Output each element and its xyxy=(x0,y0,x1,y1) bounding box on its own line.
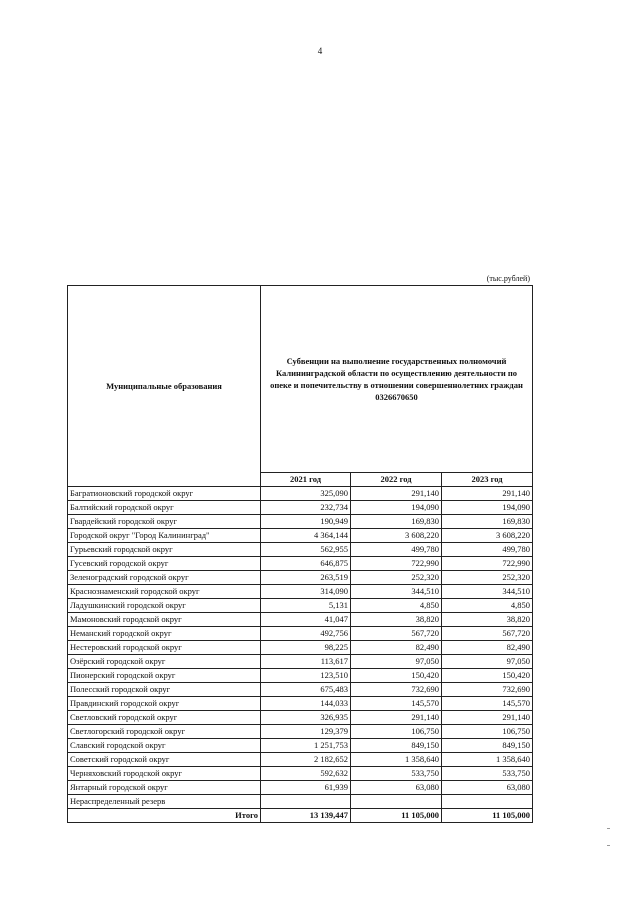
table-row xyxy=(68,753,533,767)
table-row xyxy=(68,795,533,809)
value-2022: 169,830 xyxy=(351,515,442,529)
table-row xyxy=(68,669,533,683)
value-2022: 291,140 xyxy=(351,711,442,725)
municipality-name: Гусевский городской округ xyxy=(68,557,261,571)
table-row xyxy=(68,599,533,613)
municipality-name: Нестеровский городской округ xyxy=(68,641,261,655)
value-2023: 722,990 xyxy=(442,557,533,571)
value-2022: 567,720 xyxy=(351,627,442,641)
table-row xyxy=(68,501,533,515)
municipality-name: Черняховский городской округ xyxy=(68,767,261,781)
table-row xyxy=(68,739,533,753)
municipality-name: Краснознаменский городской округ xyxy=(68,585,261,599)
table-row xyxy=(68,683,533,697)
value-2023 xyxy=(442,795,533,809)
value-2021: 232,734 xyxy=(261,501,351,515)
table-row xyxy=(68,543,533,557)
value-2023: 533,750 xyxy=(442,767,533,781)
subventions-table xyxy=(67,285,533,823)
table-row xyxy=(68,641,533,655)
total-2022: 11 105,000 xyxy=(351,809,442,823)
scan-mark xyxy=(607,828,610,829)
value-2021: 263,519 xyxy=(261,571,351,585)
scan-mark xyxy=(607,845,610,846)
table-row xyxy=(68,529,533,543)
value-2022: 252,320 xyxy=(351,571,442,585)
value-2021: 592,632 xyxy=(261,767,351,781)
year-header-2021: 2021 год xyxy=(261,473,351,487)
municipality-name: Нераспределенный резерв xyxy=(68,795,261,809)
table-row xyxy=(68,627,533,641)
value-2023: 732,690 xyxy=(442,683,533,697)
value-2021: 5,131 xyxy=(261,599,351,613)
table-row xyxy=(68,613,533,627)
value-2023: 252,320 xyxy=(442,571,533,585)
municipality-name: Озёрский городской округ xyxy=(68,655,261,669)
value-2021: 129,379 xyxy=(261,725,351,739)
municipality-name: Багратионовский городской округ xyxy=(68,487,261,501)
municipality-name: Мамоновский городской округ xyxy=(68,613,261,627)
table-row xyxy=(68,697,533,711)
value-2023: 499,780 xyxy=(442,543,533,557)
table-row xyxy=(68,571,533,585)
value-2023: 1 358,640 xyxy=(442,753,533,767)
municipality-name: Светловский городской округ xyxy=(68,711,261,725)
value-2022: 106,750 xyxy=(351,725,442,739)
year-header-2022: 2022 год xyxy=(351,473,442,487)
value-2023: 3 608,220 xyxy=(442,529,533,543)
municipality-name: Ладушкинский городской округ xyxy=(68,599,261,613)
value-2022: 849,150 xyxy=(351,739,442,753)
table-row xyxy=(68,655,533,669)
value-2023: 63,080 xyxy=(442,781,533,795)
table-row xyxy=(68,515,533,529)
table-row xyxy=(68,767,533,781)
value-2023: 150,420 xyxy=(442,669,533,683)
value-2021: 2 182,652 xyxy=(261,753,351,767)
value-2022: 1 358,640 xyxy=(351,753,442,767)
total-label: Итого xyxy=(68,809,261,823)
value-2021: 144,033 xyxy=(261,697,351,711)
value-2023: 291,140 xyxy=(442,487,533,501)
value-2021: 61,939 xyxy=(261,781,351,795)
total-2021: 13 139,447 xyxy=(261,809,351,823)
municipalities-header: Муниципальные образования xyxy=(68,286,261,487)
value-2021: 4 364,144 xyxy=(261,529,351,543)
value-2021: 98,225 xyxy=(261,641,351,655)
value-2021: 326,935 xyxy=(261,711,351,725)
municipality-name: Янтарный городской округ xyxy=(68,781,261,795)
table-row xyxy=(68,781,533,795)
table-row xyxy=(68,557,533,571)
value-2021: 562,955 xyxy=(261,543,351,557)
value-2022: 150,420 xyxy=(351,669,442,683)
value-2021: 113,617 xyxy=(261,655,351,669)
municipality-name: Гурьевский городской округ xyxy=(68,543,261,557)
table-row xyxy=(68,487,533,501)
value-2023: 291,140 xyxy=(442,711,533,725)
value-2023: 82,490 xyxy=(442,641,533,655)
value-2022: 4,850 xyxy=(351,599,442,613)
table-row xyxy=(68,725,533,739)
value-2021: 314,090 xyxy=(261,585,351,599)
table-body xyxy=(68,487,533,809)
value-2023: 97,050 xyxy=(442,655,533,669)
value-2022: 3 608,220 xyxy=(351,529,442,543)
value-2023: 145,570 xyxy=(442,697,533,711)
value-2022: 63,080 xyxy=(351,781,442,795)
value-2022: 732,690 xyxy=(351,683,442,697)
municipality-name: Зеленоградский городской округ xyxy=(68,571,261,585)
value-2022: 38,820 xyxy=(351,613,442,627)
value-2022: 499,780 xyxy=(351,543,442,557)
municipality-name: Полесский городской округ xyxy=(68,683,261,697)
value-2022: 97,050 xyxy=(351,655,442,669)
value-2021: 1 251,753 xyxy=(261,739,351,753)
municipality-name: Правдинский городской округ xyxy=(68,697,261,711)
value-2022: 145,570 xyxy=(351,697,442,711)
value-2023: 106,750 xyxy=(442,725,533,739)
value-2023: 4,850 xyxy=(442,599,533,613)
value-2021: 41,047 xyxy=(261,613,351,627)
value-2021: 492,756 xyxy=(261,627,351,641)
value-2021: 325,090 xyxy=(261,487,351,501)
value-2022: 722,990 xyxy=(351,557,442,571)
municipality-name: Гвардейский городской округ xyxy=(68,515,261,529)
value-2023: 38,820 xyxy=(442,613,533,627)
value-2023: 849,150 xyxy=(442,739,533,753)
value-2022: 194,090 xyxy=(351,501,442,515)
value-2023: 194,090 xyxy=(442,501,533,515)
value-2021: 123,510 xyxy=(261,669,351,683)
subvention-title-header: Субвенции на выполнение государственных полномочий Калининградской области по осуществлению деятельности по опеке и попечительству в отношении совершеннолетних граждан 0326670650 xyxy=(261,286,533,473)
value-2023: 344,510 xyxy=(442,585,533,599)
value-2021: 675,483 xyxy=(261,683,351,697)
table-row xyxy=(68,711,533,725)
units-note: (тыс.рублей) xyxy=(486,274,530,283)
value-2022: 344,510 xyxy=(351,585,442,599)
table-row xyxy=(68,585,533,599)
municipality-name: Пионерский городской округ xyxy=(68,669,261,683)
value-2021 xyxy=(261,795,351,809)
value-2022: 291,140 xyxy=(351,487,442,501)
page-number: 4 xyxy=(317,46,323,56)
municipality-name: Советский городской округ xyxy=(68,753,261,767)
municipality-name: Неманский городской округ xyxy=(68,627,261,641)
total-row xyxy=(68,809,533,823)
value-2022: 82,490 xyxy=(351,641,442,655)
municipality-name: Светлогорский городской округ xyxy=(68,725,261,739)
value-2023: 567,720 xyxy=(442,627,533,641)
value-2023: 169,830 xyxy=(442,515,533,529)
year-header-2023: 2023 год xyxy=(442,473,533,487)
value-2021: 646,875 xyxy=(261,557,351,571)
municipality-name: Балтийский городской округ xyxy=(68,501,261,515)
municipality-name: Городской округ "Город Калининград" xyxy=(68,529,261,543)
total-2023: 11 105,000 xyxy=(442,809,533,823)
value-2022 xyxy=(351,795,442,809)
value-2021: 190,949 xyxy=(261,515,351,529)
municipality-name: Славский городской округ xyxy=(68,739,261,753)
value-2022: 533,750 xyxy=(351,767,442,781)
